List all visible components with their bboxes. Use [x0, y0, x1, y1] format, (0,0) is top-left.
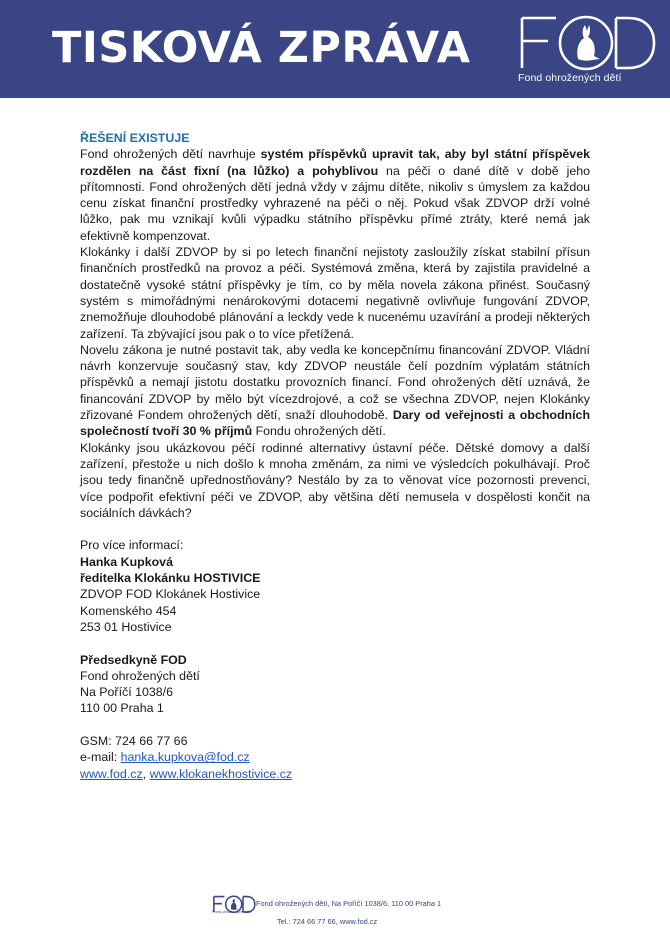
logo-subtitle: Fond ohrožených dětí — [518, 72, 622, 84]
press-release-body — [80, 130, 590, 782]
svg-text:FOD: FOD — [516, 0, 550, 16]
svg-text:FOD: FOD — [212, 891, 223, 897]
chair-city: 110 00 Praha 1 — [80, 701, 164, 716]
chair-title: Předsedkyně FOD — [80, 652, 187, 667]
contact-name: Hanka Kupková — [80, 554, 173, 569]
web-links: www.fod.cz, www.klokanekhostivice.cz — [80, 766, 293, 781]
footer-address: Fond ohrožených dětí, Na Poříčí 1038/6, 110 00 Praha 1 — [256, 899, 442, 908]
paragraph-3: Novelu zákona je nutné postavit tak, aby vedla ke koncepčnímu financování ZDVOP. Vládní návrh konzervuje současný stav, kdy ZDVOP neustále čelí pozdním výplatám státních příspěvků a nemají jistotu dostatku provozních financí. Fond ohrožených dětí uznává, že financování ZDVOP by mělo být vícezdrojové, a což se všechna ZDVOP, nejen Klokánky zřizované Fondem ohrožených dětí, snaží dlouhodobě. Dary od veřejnosti a obchodních společností tvoří 30 % příjmů Fondu ohrožených dětí. — [80, 342, 591, 439]
page-footer — [0, 890, 670, 940]
fod-logo — [516, 0, 658, 92]
email-link[interactable]: hanka.kupkova@fod.cz — [120, 750, 250, 765]
chair-org: Fond ohrožených dětí — [80, 668, 200, 683]
fod-logo-mark-icon — [516, 0, 658, 72]
footer-logo-subtitle: Fond ohrožených dětí — [212, 909, 251, 914]
contact-role: ředitelka Klokánku HOSTIVICE — [80, 571, 261, 586]
contact-intro: Pro více informací: — [80, 538, 184, 553]
contact-org: ZDVOP FOD Klokánek Hostivice — [80, 587, 261, 602]
contact-city: 253 01 Hostivice — [80, 619, 172, 634]
paragraph-4: Klokánky jsou ukázkovou péčí rodinné alternativy ústavní péče. Dětské domovy a další zařízení, přestože u nich došlo k mnoha změnám, za nimi ve výsledcích pokulhávají. Proč jsou tedy finančně upřednostňovány? Nestálo by za to věnovat více pozornosti prevenci, více podpořit efektivní péči ve ZDVOP, aby většina dětí nemusela v dospělosti končit na sociálních dávkách? — [80, 440, 590, 520]
section-heading: ŘEŠENÍ EXISTUJE — [80, 131, 190, 145]
contact-gsm: GSM: 724 66 77 66 — [80, 733, 188, 748]
klokanek-web-link[interactable]: www.klokanekhostivice.cz — [149, 766, 293, 781]
paragraph-2: Klokánky i další ZDVOP by si po letech finanční nejistoty zasloužily získat stabilní přísun finančních prostředků na provoz a péči. Systémová změna, která by zajistila pravidelné a dostatečně vysoké státní příspěvky je tím, co by měla novela zákona přinést. Současný systém s mimořádnými nenárokovými dotacemi negativně ovlivňuje fungování ZDVOP, znemožňuje dlouhodobé plánování a leckdy vede k nucenému uzavírání a prodeji některých zařízení. Ta zbývající jsou pak o to více přetížená. — [80, 245, 590, 341]
contact-email-line: e-mail: hanka.kupkova@fod.cz — [80, 750, 250, 765]
kangaroo-icon — [577, 25, 600, 61]
footer-contact: Tel.: 724 66 77 66, www.fod.cz — [277, 917, 378, 926]
header-banner — [0, 0, 670, 98]
chair-street: Na Poříčí 1038/6 — [80, 685, 173, 700]
fod-web-link[interactable]: www.fod.cz — [80, 766, 143, 781]
paragraph-1: Fond ohrožených dětí navrhuje systém příspěvků upravit tak, aby byl státní příspěvek rozdělen na část fixní (na lůžko) a pohyblivou na péči o dané dítě v době jeho přítomnosti. Fond ohrožených dětí jedná vždy v zájmu dítěte, nikoliv s úmyslem za každou cenu získat finanční prostředky vyhrazené na péči o něj. Pokud však ZDVOP drží volné lůžko, pak mu vznikají kvůli výpadku státního příspěvku přímé ztráty, které nemá jak efektivně kompenzovat. — [80, 147, 590, 243]
page-title: TISKOVÁ ZPRÁVA — [52, 23, 471, 73]
contact-street: Komenského 454 — [80, 603, 177, 618]
